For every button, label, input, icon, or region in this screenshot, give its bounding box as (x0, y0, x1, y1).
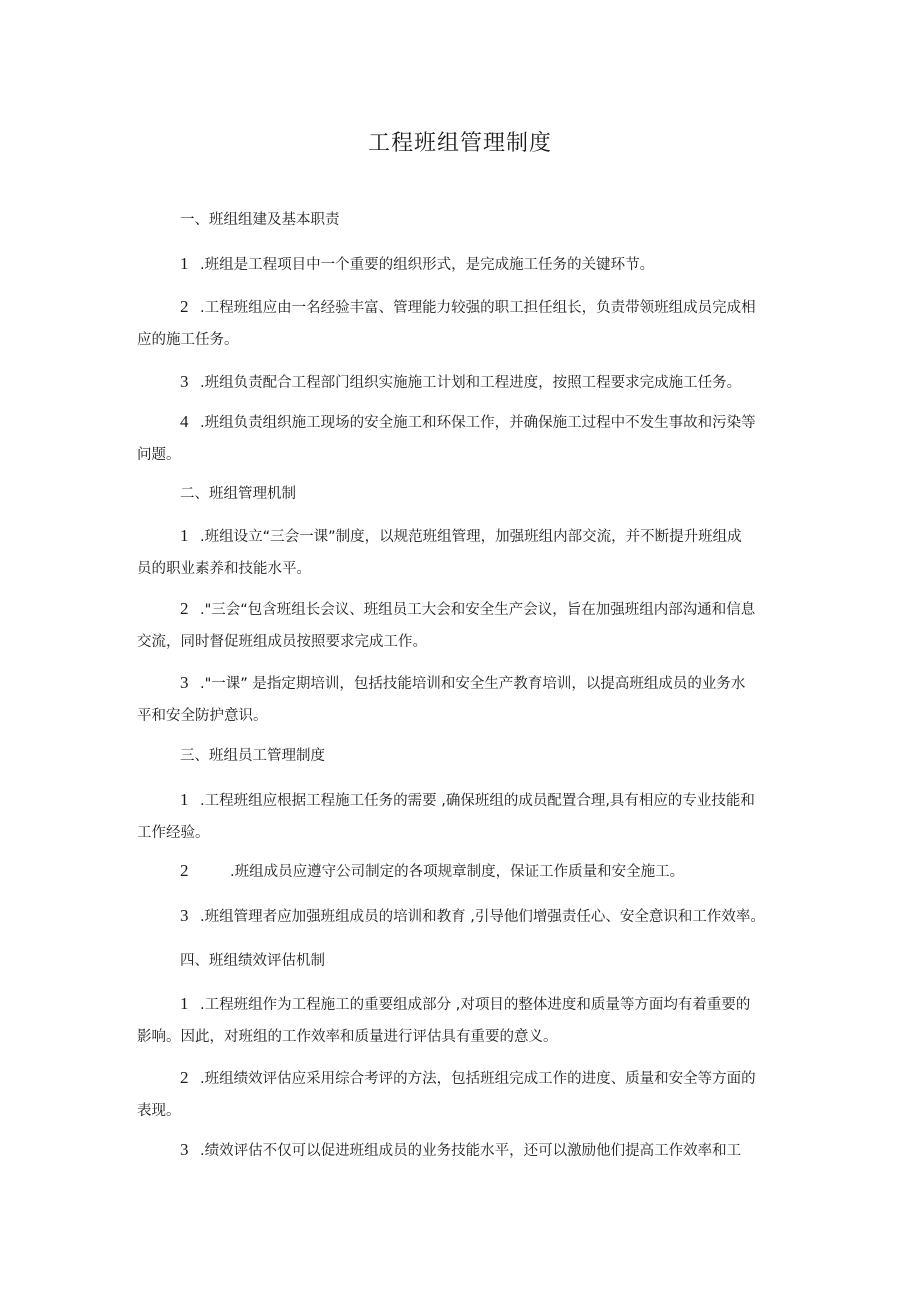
paragraph-text: .班组负责组织施工现场的安全施工和环保工作，并确保施工过程中不发生事故和污染等 (200, 415, 756, 431)
document-title: 工程班组管理制度 (367, 131, 552, 156)
paragraph (137, 855, 797, 888)
paragraph-text: 平和安全防护意识。 (137, 708, 268, 724)
item-number: 1 (180, 526, 189, 545)
item-number: 2 (180, 599, 189, 618)
paragraph-text: .工程班组应根据工程施工任务的需要 ,确保班组的成员配置合理,具有相应的专业技能和 (200, 793, 755, 809)
item-number: 1 (180, 254, 189, 273)
paragraph (137, 900, 797, 933)
paragraph-text: .工程班组应由一名经验丰富、管理能力较强的职工担任组长，负责带领班组成员完成相 (200, 300, 756, 316)
paragraph-text: 交流，同时督促班组成员按照要求完成工作。 (137, 634, 427, 650)
paragraph-text: 影响。因此，对班组的工作效率和质量进行评估具有重要的意义。 (137, 1029, 558, 1045)
paragraph (137, 593, 797, 658)
paragraph-text: .班组是工程项目中一个重要的组织形式，是完成施工任务的关键环节。 (200, 257, 655, 273)
paragraph-text: 表现。 (137, 1103, 181, 1119)
paragraph (137, 988, 797, 1053)
paragraph (137, 248, 797, 281)
paragraph-text: .工程班组作为工程施工的重要组成部分 ,对项目的整体进度和质量等方面均有着重要的 (200, 997, 751, 1013)
item-number: 4 (180, 412, 189, 431)
item-number: 1 (180, 790, 189, 809)
item-number: 3 (180, 1140, 189, 1159)
paragraph (137, 366, 797, 399)
section-heading: 二、班组管理机制 (180, 486, 296, 502)
paragraph-text: .班组负责配合工程部门组织实施施工计划和工程进度，按照工程要求完成施工任务。 (200, 375, 742, 391)
paragraph-text: 应的施工任务。 (137, 332, 239, 348)
item-number: 3 (180, 372, 189, 391)
item-number: 2 (180, 861, 189, 880)
section-heading: 三、班组员工管理制度 (180, 748, 325, 764)
paragraph-text: .班组设立“三会一课”制度，以规范班组管理，加强班组内部交流，并不断提升班组成 (200, 529, 742, 545)
paragraph-text: 工作经验。 (137, 825, 210, 841)
paragraph-text: ."三会“包含班组长会议、班组员工大会和安全生产会议，旨在加强班组内部沟通和信息 (200, 602, 756, 618)
paragraph (137, 1134, 797, 1167)
item-number: 3 (180, 673, 189, 692)
paragraph (137, 406, 797, 471)
paragraph-text: ."一课” 是指定期培训，包括技能培训和安全生产教育培训，以提高班组成员的业务水 (200, 676, 746, 692)
paragraph (137, 291, 797, 356)
paragraph (137, 667, 797, 732)
paragraph-text: 员的职业素养和技能水平。 (137, 561, 311, 577)
paragraph-text: .班组管理者应加强班组成员的培训和教育 ,引导他们增强责任心、安全意识和工作效率。 (200, 909, 765, 925)
paragraph-text: .班组成员应遵守公司制定的各项规章制度，保证工作质量和安全施工。 (230, 864, 685, 880)
section-heading: 一、班组组建及基本职责 (180, 212, 340, 228)
paragraph-text: .绩效评估不仅可以促进班组成员的业务技能水平，还可以激励他们提高工作效率和工 (200, 1143, 742, 1159)
paragraph (137, 1062, 797, 1127)
item-number: 3 (180, 906, 189, 925)
paragraph (137, 520, 797, 585)
paragraph (137, 784, 797, 849)
paragraph-text: 问题。 (137, 447, 181, 463)
item-number: 1 (180, 994, 189, 1013)
item-number: 2 (180, 1068, 189, 1087)
paragraph-text: .班组绩效评估应采用综合考评的方法，包括班组完成工作的进度、质量和安全等方面的 (200, 1071, 756, 1087)
item-number: 2 (180, 297, 189, 316)
section-heading: 四、班组绩效评估机制 (180, 953, 325, 969)
